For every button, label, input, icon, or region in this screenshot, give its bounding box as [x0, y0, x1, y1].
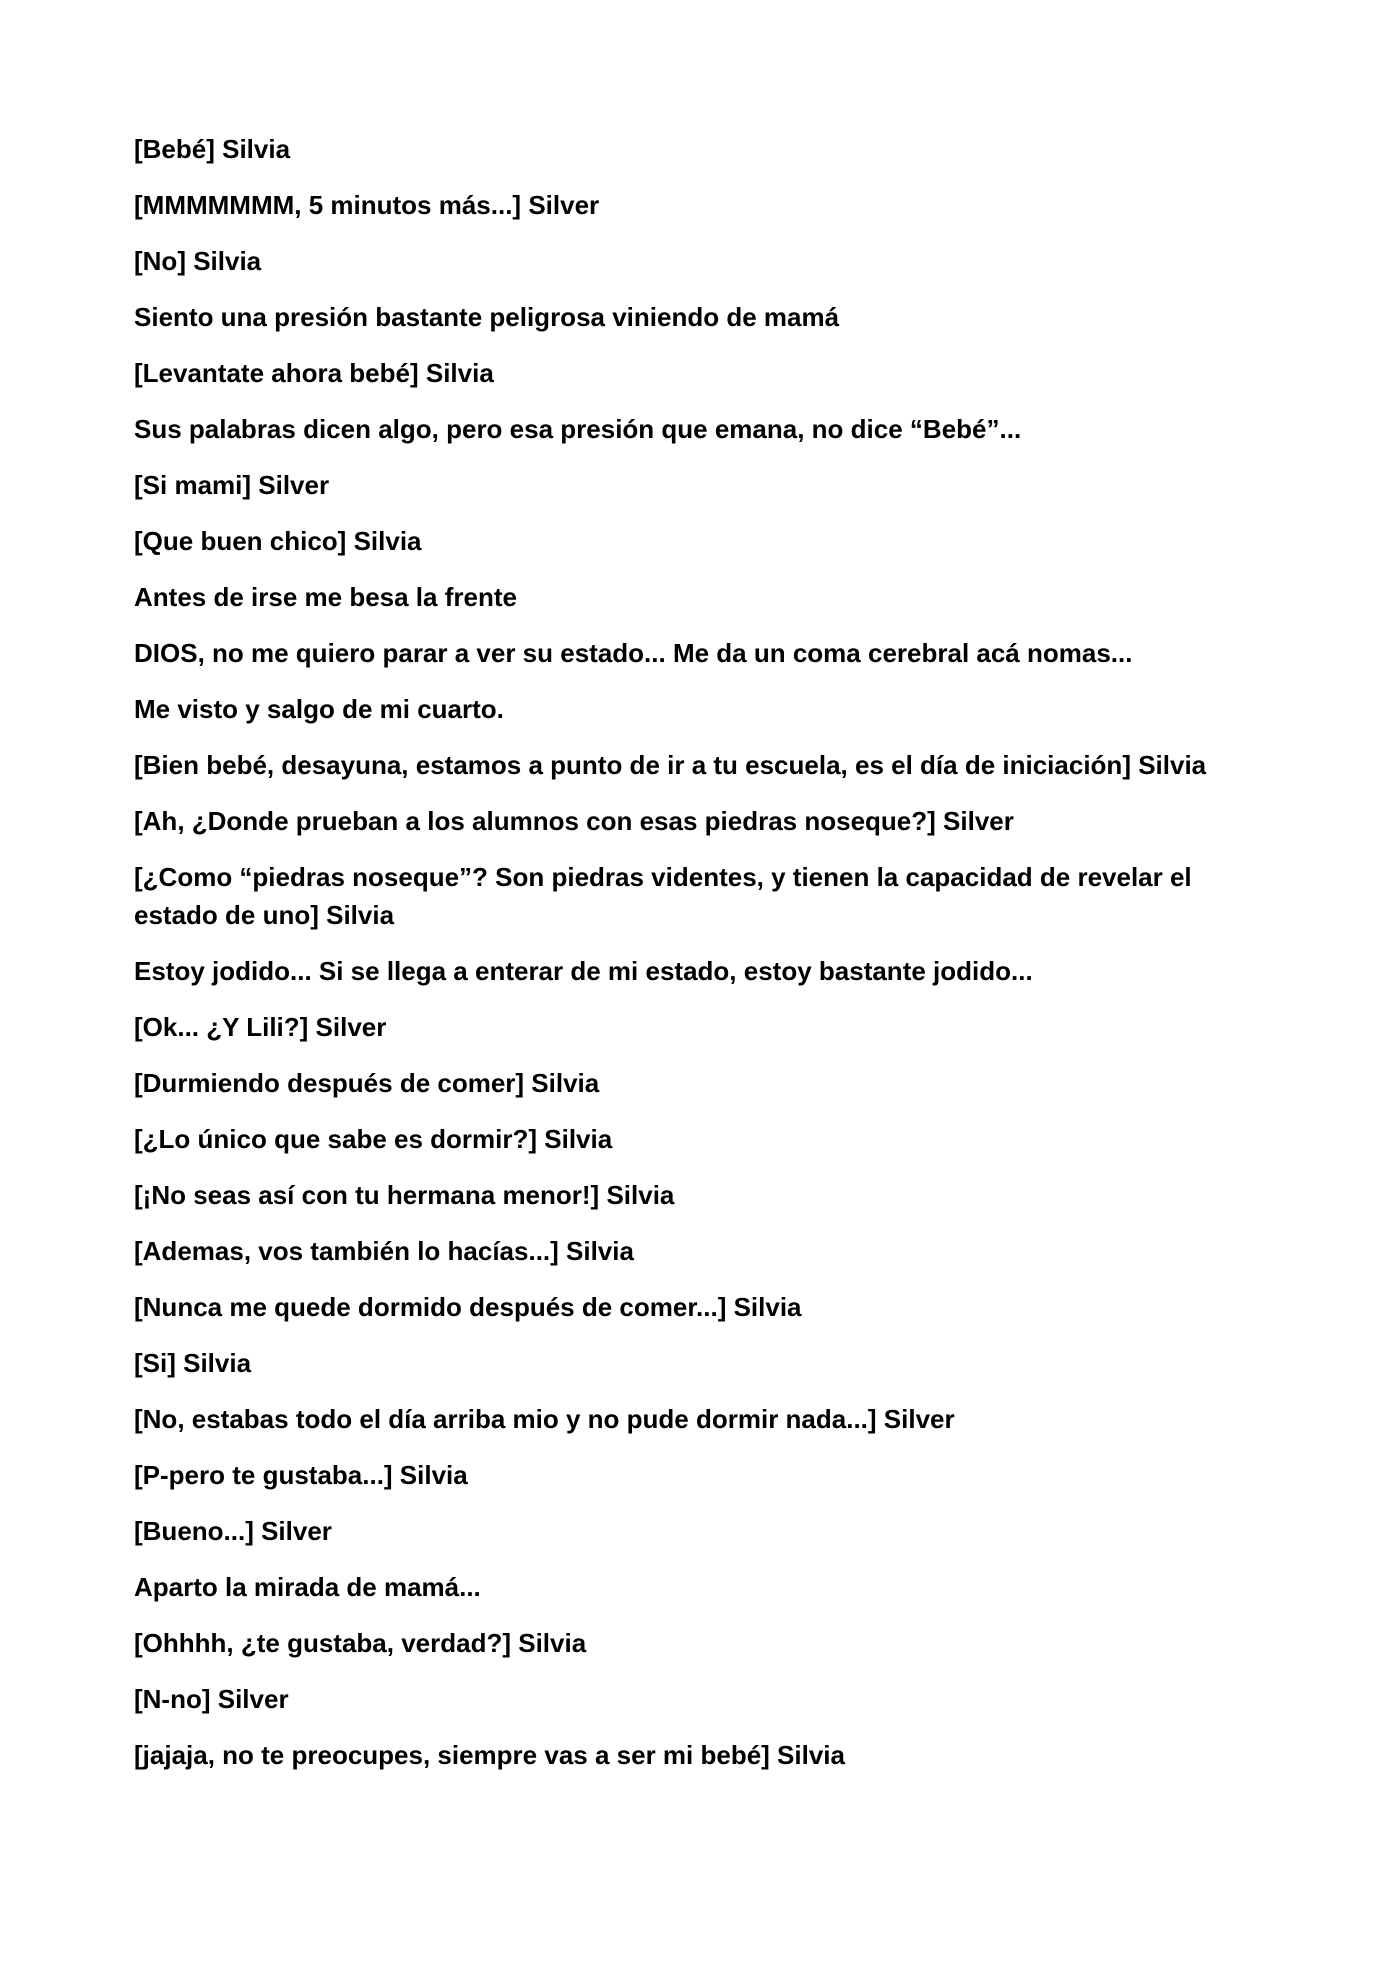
text-line: [Levantate ahora bebé] Silvia	[134, 358, 494, 388]
text-line: Sus palabras dicen algo, pero esa presión que emana, no dice “Bebé”...	[134, 414, 1022, 444]
text-line: [Ademas, vos también lo hacías...] Silvia	[134, 1236, 634, 1266]
text-line: [Si mami] Silver	[134, 470, 330, 500]
text-line: [Si] Silvia	[134, 1348, 252, 1378]
text-line: [Ohhhh, ¿te gustaba, verdad?] Silvia	[134, 1628, 587, 1658]
text-line: [MMMMMMM, 5 minutos más...] Silver	[134, 190, 600, 220]
text-line: [P-pero te gustaba...] Silvia	[134, 1460, 468, 1490]
text-line: [Bebé] Silvia	[134, 134, 291, 164]
text-line: Antes de irse me besa la frente	[134, 582, 517, 612]
text-line: [Bien bebé, desayuna, estamos a punto de ir a tu escuela, es el día de iniciación] Silvia	[134, 750, 1207, 780]
text-line: [N-no] Silver	[134, 1684, 289, 1714]
text-line: Siento una presión bastante peligrosa viniendo de mamá	[134, 302, 840, 332]
text-line: Estoy jodido... Si se llega a enterar de mi estado, estoy bastante jodido...	[134, 956, 1033, 986]
text-line: [¿Como “piedras noseque”? Son piedras videntes, y tienen la capacidad de revelar el estado de uno] Silvia	[134, 862, 1192, 930]
document-body	[134, 130, 1274, 1792]
text-line: [Durmiendo después de comer] Silvia	[134, 1068, 600, 1098]
text-line: DIOS, no me quiero parar a ver su estado... Me da un coma cerebral acá nomas...	[134, 638, 1133, 668]
text-line: [Nunca me quede dormido después de comer...] Silvia	[134, 1292, 802, 1322]
text-line: [No] Silvia	[134, 246, 262, 276]
text-line: Me visto y salgo de mi cuarto.	[134, 694, 504, 724]
text-line: [Bueno...] Silver	[134, 1516, 332, 1546]
text-line: [Que buen chico] Silvia	[134, 526, 422, 556]
text-line: [jajaja, no te preocupes, siempre vas a ser mi bebé] Silvia	[134, 1740, 845, 1770]
text-line: [Ok... ¿Y Lili?] Silver	[134, 1012, 387, 1042]
text-line: [¡No seas así con tu hermana menor!] Silvia	[134, 1180, 675, 1210]
text-line: [No, estabas todo el día arriba mio y no pude dormir nada...] Silver	[134, 1404, 955, 1434]
text-line: [¿Lo único que sabe es dormir?] Silvia	[134, 1124, 613, 1154]
text-line: Aparto la mirada de mamá...	[134, 1572, 481, 1602]
text-line: [Ah, ¿Donde prueban a los alumnos con esas piedras noseque?] Silver	[134, 806, 1014, 836]
